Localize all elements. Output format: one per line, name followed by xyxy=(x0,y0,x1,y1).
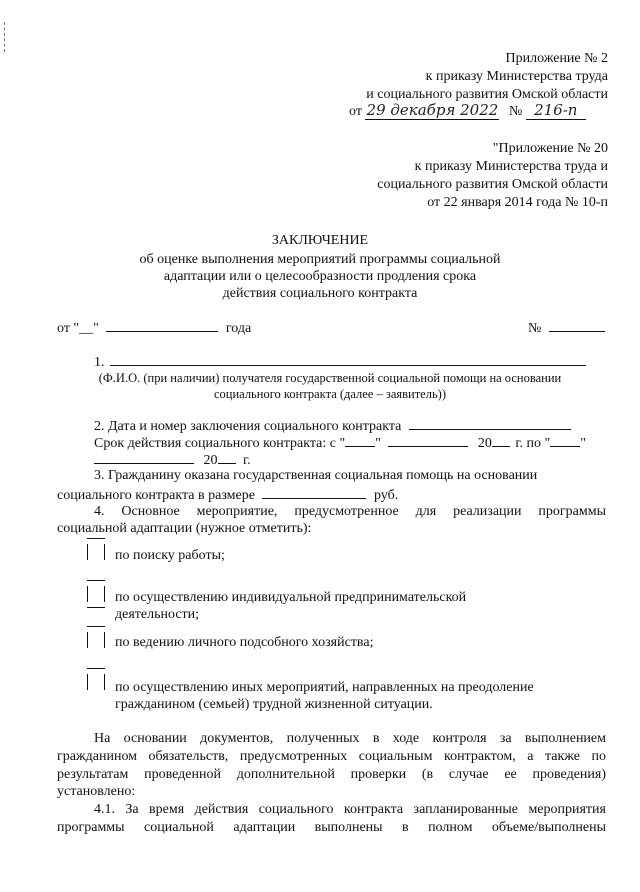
item4-line-2: социальной адаптации (нужное отметить): xyxy=(57,521,312,536)
item41-line-1: 4.1. За время действия социального контракта запланированные мероприятия xyxy=(94,802,606,817)
quote-mark: " xyxy=(580,436,586,451)
date-blank xyxy=(106,318,218,332)
term-to-year-prefix: 20 xyxy=(203,453,218,468)
document-title: ЗАКЛЮЧЕНИЕ xyxy=(271,233,369,248)
handwritten-date: 29 декабря 2022 xyxy=(366,101,499,119)
prev-annex-line-3: социального развития Омской области xyxy=(377,177,608,192)
item3-line-2 xyxy=(57,485,398,504)
option-other-measures-label-2: гражданином (семьей) трудной жизненной ситуации. xyxy=(115,697,433,712)
year-label: года xyxy=(225,321,252,336)
term-to-month-blank xyxy=(94,450,194,464)
term-from-year-prefix: 20 xyxy=(477,436,492,451)
conclusion-number-label: № xyxy=(528,321,542,336)
applicant-name-blank xyxy=(110,352,586,366)
document-subtitle-3: действия социального контракта xyxy=(222,286,418,301)
checkbox-entrepreneurship[interactable] xyxy=(87,580,105,608)
prev-annex-line-4: от 22 января 2014 года № 10-п xyxy=(427,195,608,210)
document-subtitle-2: адаптации или о целесообразности продления срока xyxy=(163,269,477,284)
term-from-day-blank xyxy=(345,433,375,447)
option-entrepreneurship-label-1: по осуществлению индивидуальной предпринимательской xyxy=(115,590,467,605)
amount-blank xyxy=(262,485,366,499)
quote-mark: " xyxy=(375,436,381,451)
basis-line-1: На основании документов, полученных в ходе контроля за выполнением xyxy=(94,731,606,746)
date-from-label: от "__" xyxy=(57,321,99,336)
term-to-year-blank xyxy=(218,450,236,464)
term-to-year-suffix: г. xyxy=(243,453,251,468)
handwritten-number: 216-п xyxy=(526,102,586,120)
annex-line-1: Приложение № 2 xyxy=(505,51,608,66)
date-prefix: от xyxy=(349,104,362,119)
item3-line-1: 3. Гражданину оказана государственная социальная помощь на основании xyxy=(94,468,538,483)
term-to-label: г. по " xyxy=(515,436,551,451)
number-sign: № xyxy=(508,104,523,119)
checkbox-household[interactable] xyxy=(87,626,105,654)
item1-label: 1. xyxy=(94,355,105,370)
option-entrepreneurship-label-2: деятельности; xyxy=(115,607,200,622)
item1-hint-2: социального контракта (далее – заявитель)) xyxy=(213,387,446,401)
prev-annex-line-1: "Приложение № 20 xyxy=(492,141,608,156)
option-other-measures-label-1: по осуществлению иных мероприятий, направленных на преодоление xyxy=(115,680,534,695)
item4-line-1: 4. Основное мероприятие, предусмотренное для реализации программы xyxy=(94,504,606,519)
term-from-year-blank xyxy=(492,433,510,447)
order-date-row xyxy=(349,102,586,120)
contract-number-blank xyxy=(409,416,571,430)
term-to-day-blank xyxy=(550,433,580,447)
item1-hint-1: (Ф.И.О. (при наличии) получателя государственной социальной помощи на основании xyxy=(98,371,562,385)
basis-line-3: результатам проведенной дополнительной проверки (в случае ее проведения) xyxy=(57,767,606,782)
item2-contract-label: 2. Дата и номер заключения социального контракта xyxy=(94,419,402,434)
conclusion-number-row xyxy=(528,318,605,337)
basis-line-2: гражданином обязательств, предусмотренных социальным контрактом, а также по xyxy=(57,749,606,764)
term-label: Срок действия социального контракта: с " xyxy=(94,436,346,451)
annex-line-2: к приказу Министерства труда xyxy=(425,69,608,84)
currency-label: руб. xyxy=(373,488,399,503)
item1-row xyxy=(94,352,586,371)
annex-line-3: и социального развития Омской области xyxy=(366,87,608,102)
conclusion-date-row xyxy=(57,318,251,337)
amount-label: социального контракта в размере xyxy=(57,488,255,503)
item41-line-2: программы социальной адаптации выполнены в полном объеме/выполнены xyxy=(57,820,606,835)
checkbox-job-search[interactable] xyxy=(87,538,105,566)
basis-line-4: установлено: xyxy=(57,784,136,799)
option-job-search-label: по поиску работы; xyxy=(115,548,225,563)
margin-mark xyxy=(4,22,6,52)
checkbox-other-measures[interactable] xyxy=(87,668,105,696)
prev-annex-line-2: к приказу Министерства труда и xyxy=(414,159,608,174)
term-from-month-blank xyxy=(388,433,468,447)
option-household-label: по ведению личного подсобного хозяйства; xyxy=(115,635,374,650)
document-subtitle-1: об оценке выполнения мероприятий программы социальной xyxy=(139,252,501,267)
conclusion-number-blank xyxy=(549,318,605,332)
